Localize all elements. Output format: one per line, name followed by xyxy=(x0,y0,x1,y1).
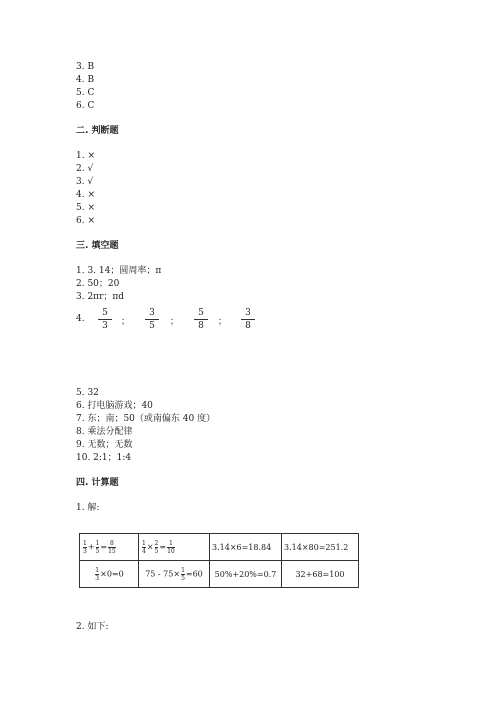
section-heading: 三. 填空题 xyxy=(76,241,119,251)
answer-line: 9. 无数；无数 xyxy=(76,440,133,450)
numerator: 5 xyxy=(102,308,108,318)
answer-line: 8. 乘法分配律 xyxy=(76,427,133,437)
answer-line: 5. C xyxy=(76,88,95,98)
denominator: 3 xyxy=(102,321,108,331)
table-cell: $\frac{1}{3}+\frac{1}{5}=\frac{8}{15}$ xyxy=(80,534,139,561)
section-heading: 四. 计算题 xyxy=(76,478,119,488)
answer-line: 4. × xyxy=(76,190,95,200)
table-row xyxy=(80,534,359,561)
denominator: 5 xyxy=(149,321,155,331)
fraction xyxy=(241,308,255,331)
numerator: 3 xyxy=(245,308,251,318)
numerator: 3 xyxy=(149,308,155,318)
answer-line: 6. C xyxy=(76,101,95,111)
denominator: 8 xyxy=(245,321,251,331)
fraction xyxy=(98,308,112,331)
fraction xyxy=(194,308,208,331)
answer-line: 10. 2:1；1:4 xyxy=(76,453,132,463)
fraction xyxy=(145,308,159,331)
numerator: 5 xyxy=(198,308,204,318)
answer-line: 7. 东；南；50（或南偏东 40 度） xyxy=(76,414,216,424)
answer-line: 5. 32 xyxy=(76,388,99,398)
table-row xyxy=(80,561,359,588)
table-cell: $\frac{1}{4}\times\frac{2}{5}=\frac{1}{10}$ xyxy=(139,534,210,561)
calculation-table xyxy=(79,533,359,588)
table-cell: 3.14×80=251.2 xyxy=(282,534,359,561)
section-heading: 二. 判断题 xyxy=(76,126,119,136)
sub-question-label: 1. 解: xyxy=(76,503,100,513)
answer-line: 6. 打电脑游戏；40 xyxy=(76,401,153,411)
answer-line: 6. × xyxy=(76,216,95,226)
answer-line: 2. √ xyxy=(76,164,94,174)
answer-line: 1. 3. 14；圆周率；π xyxy=(76,266,162,276)
table-cell: 50%+20%=0.7 xyxy=(210,561,282,588)
sub-question-label: 2. 如下: xyxy=(76,622,109,632)
answer-line: 4. B xyxy=(76,75,95,85)
table-cell: $\frac{1}{3}\times 0=0$ xyxy=(80,561,139,588)
separator: ； xyxy=(121,317,131,327)
answer-line: 3. B xyxy=(76,62,95,72)
answer-line: 5. × xyxy=(76,203,95,213)
q4-label: 4. xyxy=(76,314,85,324)
table-cell: $75 - 75\times\frac{1}{5}=60$ xyxy=(139,561,210,588)
table-cell: 32+68=100 xyxy=(282,561,359,588)
separator: ； xyxy=(170,317,180,327)
answer-line: 3. √ xyxy=(76,177,94,187)
table-cell: 3.14×6=18.84 xyxy=(210,534,282,561)
answer-line: 3. 2πr；πd xyxy=(76,292,125,302)
denominator: 8 xyxy=(198,321,204,331)
answer-line: 2. 50；20 xyxy=(76,279,120,289)
separator: ； xyxy=(218,317,228,327)
answer-line: 1. × xyxy=(76,151,95,161)
